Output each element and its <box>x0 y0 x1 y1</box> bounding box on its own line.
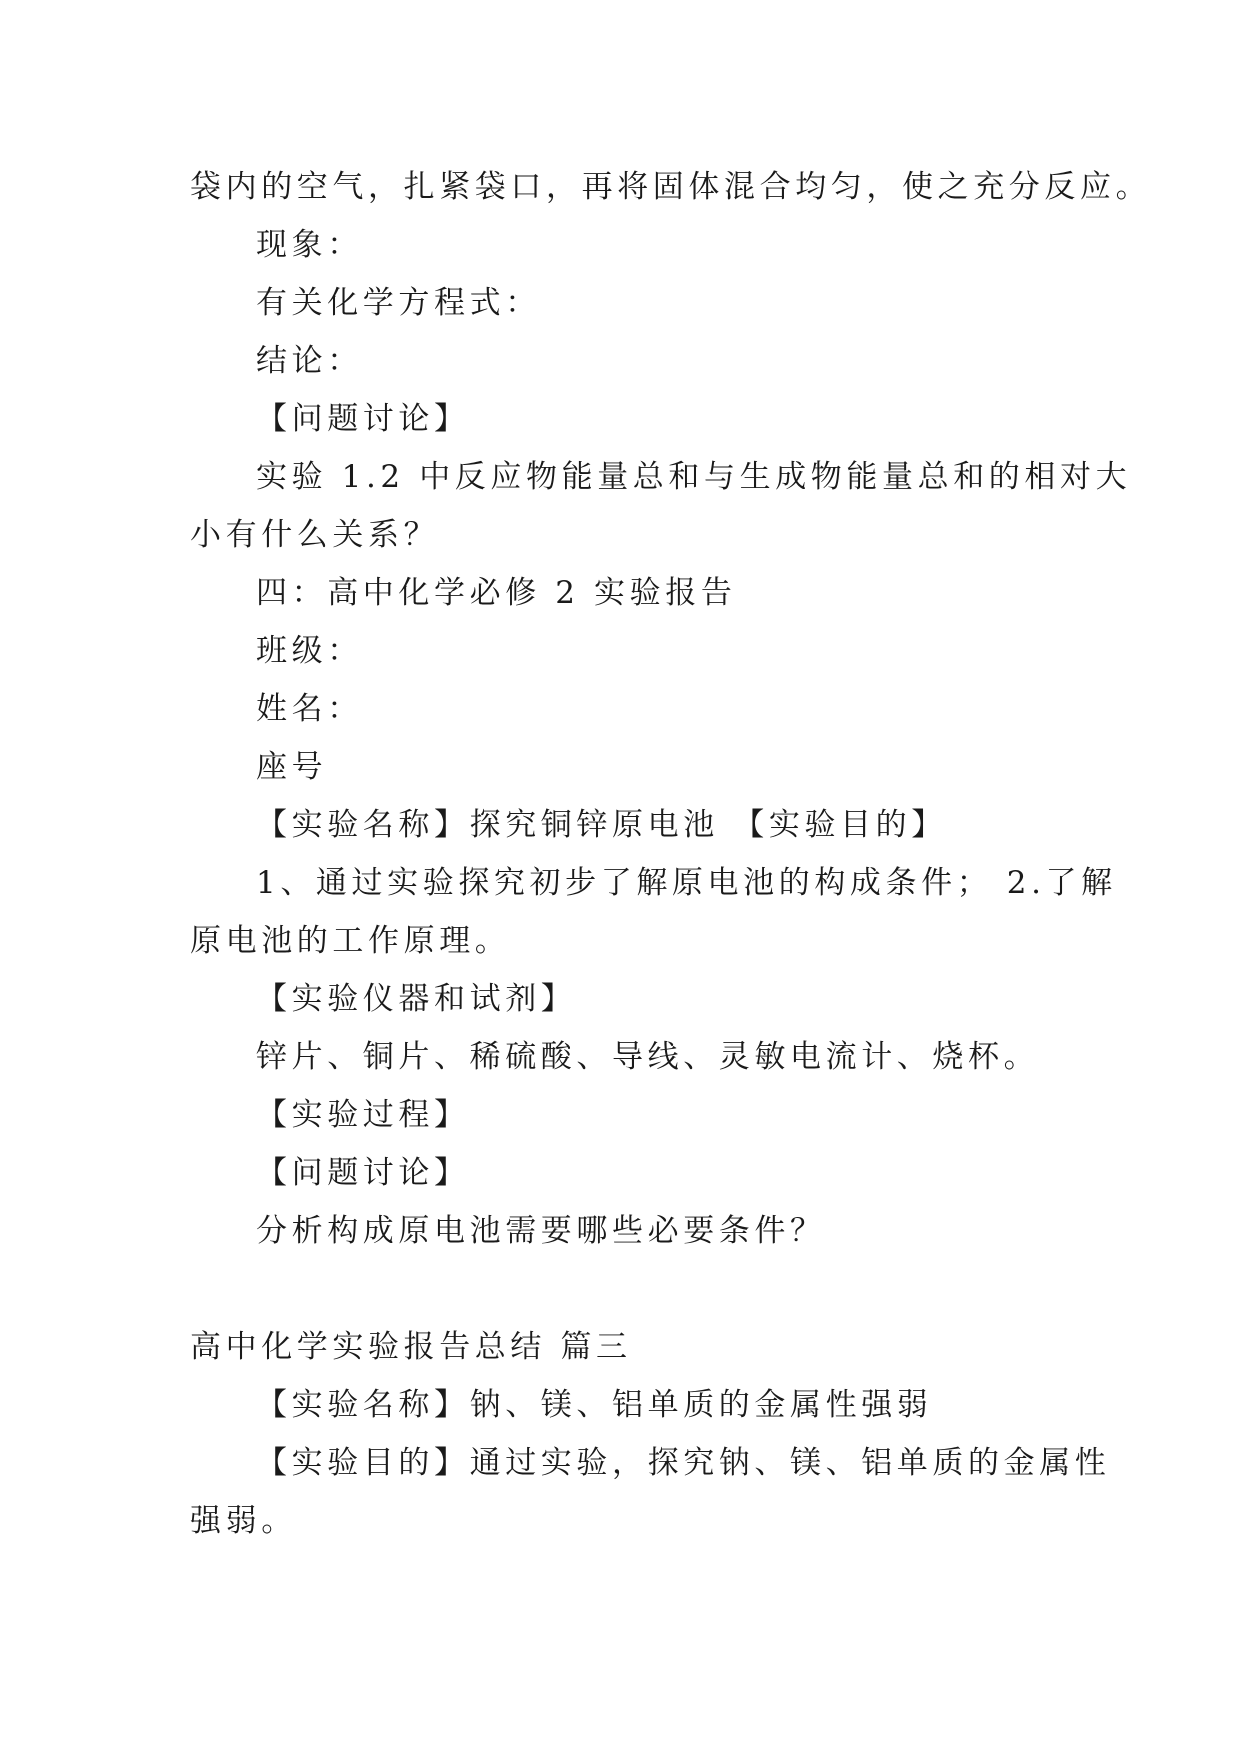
section-heading-discussion: 【问题讨论】 <box>256 401 470 437</box>
label-name: 姓名： <box>256 691 363 727</box>
chapter-heading: 高中化学实验报告总结 篇三 <box>190 1329 632 1365</box>
paragraph-line: 袋内的空气，扎紧袋口，再将固体混合均匀，使之充分反应。 <box>190 169 1152 205</box>
label-class: 班级： <box>256 633 363 669</box>
paragraph-line: 强弱。 <box>190 1503 297 1539</box>
label-conclusion: 结论： <box>256 343 363 379</box>
section-heading-purpose: 【实验目的】通过实验，探究钠、镁、铝单质的金属性 <box>256 1445 1111 1481</box>
paragraph-line: 实验 1.2 中反应物能量总和与生成物能量总和的相对大 <box>256 459 1132 495</box>
label-equation: 有关化学方程式： <box>256 285 541 321</box>
paragraph-line: 分析构成原电池需要哪些必要条件？ <box>256 1213 826 1249</box>
section-heading-experiment-name: 【实验名称】探究铜锌原电池 【实验目的】 <box>256 807 947 843</box>
report-title: 四：高中化学必修 2 实验报告 <box>256 575 737 611</box>
paragraph-line: 小有什么关系？ <box>190 517 440 553</box>
blank-line <box>190 1260 1060 1318</box>
label-phenomenon: 现象： <box>256 227 363 263</box>
paragraph-line: 1、通过实验探究初步了解原电池的构成条件； 2.了解 <box>256 865 1117 901</box>
paragraph-line: 原电池的工作原理。 <box>190 923 511 959</box>
section-heading-experiment-name: 【实验名称】钠、镁、铝单质的金属性强弱 <box>256 1387 933 1423</box>
paragraph-line: 锌片、铜片、稀硫酸、导线、灵敏电流计、烧杯。 <box>256 1039 1040 1075</box>
section-heading-instruments: 【实验仪器和试剂】 <box>256 981 577 1017</box>
label-seat: 座号 <box>256 749 328 785</box>
document-page <box>190 158 1152 1550</box>
section-heading-discussion: 【问题讨论】 <box>256 1155 470 1191</box>
section-heading-process: 【实验过程】 <box>256 1097 470 1133</box>
